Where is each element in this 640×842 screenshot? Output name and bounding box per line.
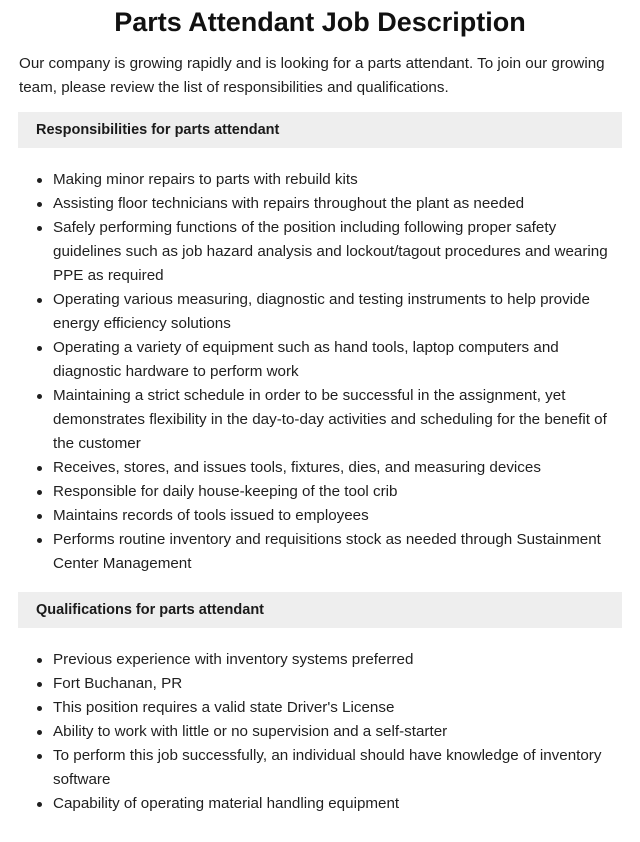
qualifications-heading: Qualifications for parts attendant — [18, 592, 622, 628]
responsibilities-list — [18, 168, 622, 576]
list-item: Fort Buchanan, PR — [36, 672, 622, 696]
list-item: Assisting floor technicians with repairs throughout the plant as needed — [36, 192, 622, 216]
list-item: Ability to work with little or no supervision and a self-starter — [36, 720, 622, 744]
list-item: Making minor repairs to parts with rebuild kits — [36, 168, 622, 192]
list-item: Capability of operating material handling equipment — [36, 792, 622, 816]
list-item: This position requires a valid state Driver's License — [36, 696, 622, 720]
responsibilities-heading: Responsibilities for parts attendant — [18, 112, 622, 148]
list-item: Operating various measuring, diagnostic and testing instruments to help provide energy efficiency solutions — [36, 288, 622, 336]
list-item: To perform this job successfully, an individual should have knowledge of inventory software — [36, 744, 622, 792]
list-item: Maintains records of tools issued to employees — [36, 504, 622, 528]
list-item: Operating a variety of equipment such as hand tools, laptop computers and diagnostic hardware to perform work — [36, 336, 622, 384]
intro-paragraph: Our company is growing rapidly and is looking for a parts attendant. To join our growing team, please review the list of responsibilities and qualifications. — [19, 55, 605, 96]
list-item: Maintaining a strict schedule in order to be successful in the assignment, yet demonstrates flexibility in the day-to-day activities and scheduling for the benefit of the customer — [36, 384, 622, 456]
list-item: Responsible for daily house-keeping of the tool crib — [36, 480, 622, 504]
list-item: Safely performing functions of the position including following proper safety guidelines such as job hazard analysis and lockout/tagout procedures and wearing PPE as required — [36, 216, 622, 288]
list-item: Performs routine inventory and requisitions stock as needed through Sustainment Center Management — [36, 528, 622, 576]
list-item: Previous experience with inventory systems preferred — [36, 648, 622, 672]
page-title: Parts Attendant Job Description — [114, 7, 526, 37]
qualifications-list — [18, 648, 622, 816]
list-item: Receives, stores, and issues tools, fixtures, dies, and measuring devices — [36, 456, 622, 480]
